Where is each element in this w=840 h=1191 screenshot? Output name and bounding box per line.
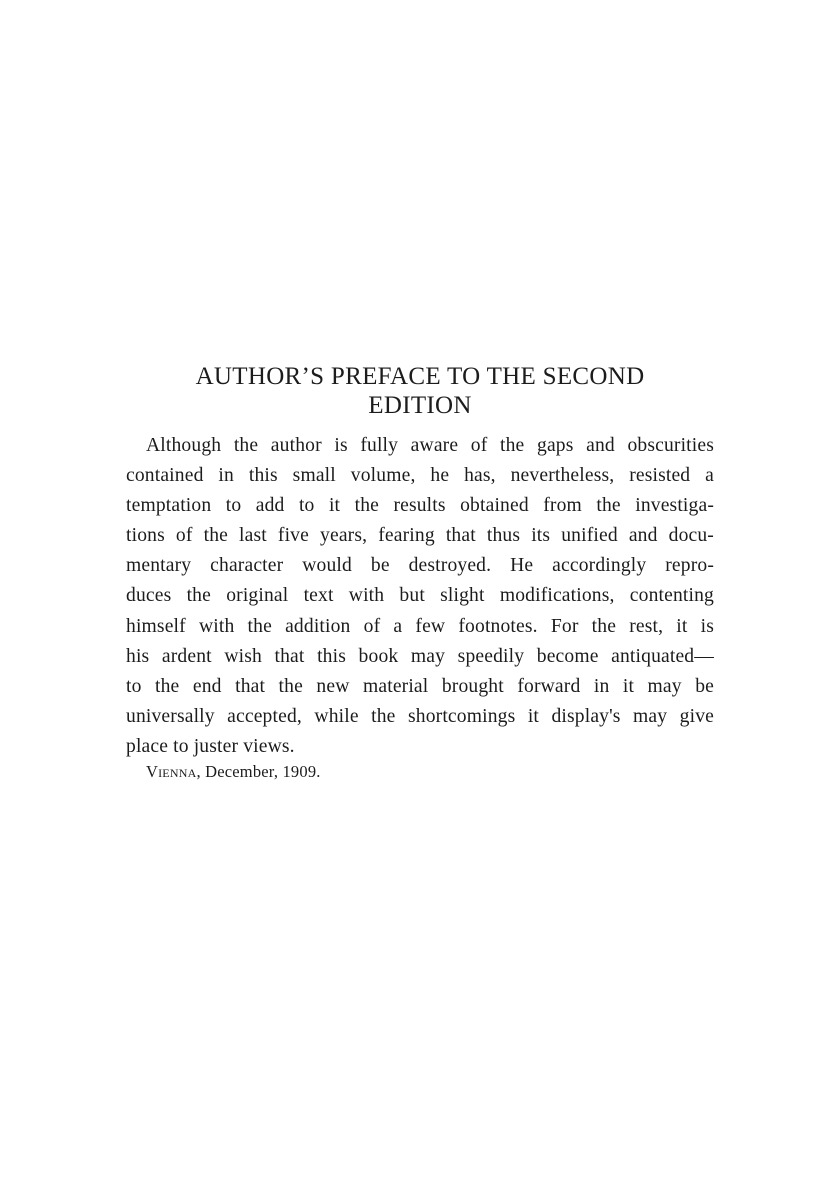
paragraph-line: contained in this small volume, he has, nevertheless, resisted a (126, 465, 714, 487)
signature (146, 762, 321, 782)
page-title (126, 362, 714, 420)
paragraph-line: to the end that the new material brought forward in it may be (126, 675, 714, 697)
paragraph-line: universally accepted, while the shortcomings it display's may give (126, 705, 714, 727)
paragraph-line: mentary character would be destroyed. He accordingly repro- (126, 555, 714, 577)
paragraph-line: duces the original text with but slight modifications, contenting (126, 585, 714, 607)
signature-date: , December, 1909. (196, 762, 321, 781)
paragraph-line: his ardent wish that this book may speedily become antiquated— (126, 645, 714, 667)
paragraph-line: himself with the addition of a few footnotes. For the rest, it is (126, 615, 714, 637)
signature-place: Vienna (146, 762, 197, 781)
paragraph-line: temptation to add to it the results obtained from the investiga- (126, 495, 714, 517)
paragraph-line: Although the author is fully aware of the gaps and obscurities (146, 435, 714, 456)
title-line-2: EDITION (368, 392, 472, 419)
paragraph-line: place to juster views. (126, 735, 295, 757)
preface-paragraph (126, 431, 714, 762)
paragraph-line: tions of the last five years, fearing that thus its unified and docu- (126, 525, 714, 547)
title-line-1: AUTHOR’S PREFACE TO THE SECOND (195, 363, 645, 390)
